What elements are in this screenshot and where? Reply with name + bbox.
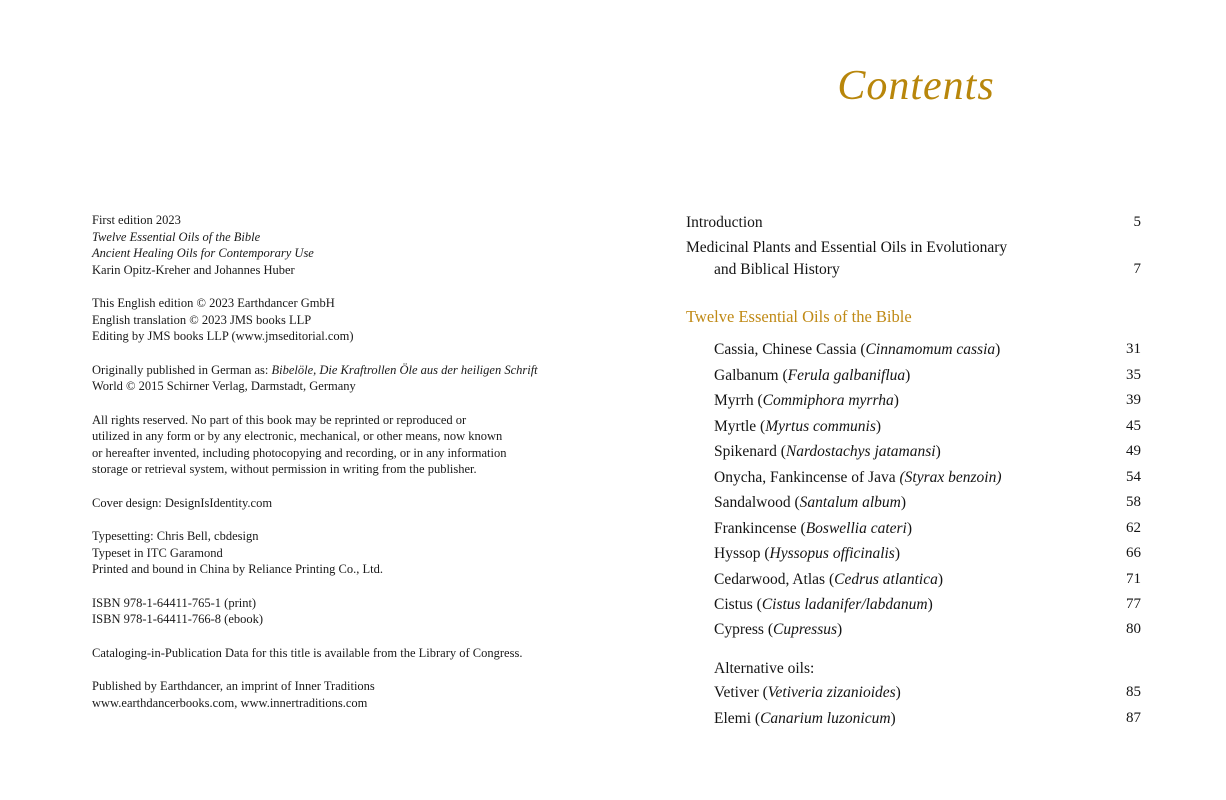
copyright-block (92, 495, 572, 512)
toc-entry-botanical-name: Commiphora myrrha (762, 392, 894, 410)
toc-entry[interactable] (686, 682, 1141, 704)
toc-entry[interactable] (686, 467, 1141, 489)
toc-entry-label: Cistus ( (714, 596, 762, 614)
toc-entry-label: Myrtle ( (714, 417, 766, 435)
toc-entry-label: Introduction (686, 214, 763, 231)
toc-entry[interactable] (686, 339, 1141, 361)
copyright-line (92, 561, 572, 578)
toc-entry-botanical-name: Santalum album (799, 494, 901, 512)
copyright-block (92, 645, 572, 662)
toc-page-number: 7 (1133, 260, 1141, 277)
copyright-line (92, 362, 572, 379)
text-run: www.earthdancerbooks.com, www.innertraditions.com (92, 695, 368, 710)
toc-section-heading (686, 305, 1141, 329)
toc-page-number: 49 (1126, 443, 1141, 460)
toc-entry-label-tail: ) (906, 519, 913, 537)
toc-entry-label-tail: ) (905, 366, 911, 384)
copyright-block (92, 528, 572, 578)
toc-group-label (686, 658, 1141, 680)
toc-entry[interactable] (686, 390, 1141, 412)
toc-entry[interactable] (686, 212, 1141, 234)
copyright-line (92, 495, 572, 512)
text-run: Originally published in German as: (92, 362, 272, 377)
toc-page-number: 58 (1126, 494, 1141, 511)
text-run: Typeset in ITC Garamond (92, 545, 223, 560)
text-run: Ancient Healing Oils for Contemporary Use (92, 246, 314, 260)
copyright-block (92, 362, 572, 395)
toc-page-number: 87 (1126, 709, 1141, 726)
toc-entry[interactable] (686, 543, 1141, 565)
toc-entry[interactable] (686, 416, 1141, 438)
text-run: Typesetting: Chris Bell, cbdesign (92, 529, 259, 543)
toc-entry-label: Spikenard ( (714, 443, 786, 461)
text-run: utilized in any form or by any electronic, mechanical, or other means, now known (92, 429, 503, 443)
toc-entry[interactable] (686, 237, 1141, 259)
toc-page-number: 54 (1126, 468, 1141, 485)
toc-entry-botanical-name: Nardostachys jatamansi (785, 443, 936, 461)
toc-page-number: 80 (1126, 621, 1141, 638)
text-run: Karin Opitz-Kreher and Johannes Huber (92, 262, 295, 277)
copyright-line (92, 412, 572, 429)
copyright-line (92, 428, 572, 445)
toc-page-number: 62 (1126, 519, 1141, 536)
toc-rows (686, 212, 1141, 730)
text-run-italic: Bibelöle, Die Kraftrollen Öle aus der heiligen Schrift (271, 362, 538, 377)
text-run: First edition 2023 (92, 213, 181, 227)
toc-entry-label: Onycha, Fankincense of Java (714, 468, 900, 486)
toc-entry[interactable] (686, 708, 1141, 730)
toc-entry-label: Medicinal Plants and Essential Oils in Evolutionary (686, 239, 1008, 257)
toc-entry-botanical-name: Boswellia cateri (805, 519, 907, 537)
text-run: World © 2015 Schirner Verlag, Darmstadt, Germany (92, 379, 356, 393)
toc-entry-label-tail: ) (937, 570, 944, 588)
text-run: This English edition © 2023 Earthdancer GmbH (92, 296, 335, 310)
copyright-block (92, 595, 572, 628)
toc-page-number: 35 (1126, 366, 1141, 383)
copyright-page (92, 212, 572, 728)
copyright-line (92, 378, 572, 395)
toc-entry-botanical-name: Ferula galbaniflua (787, 366, 906, 384)
text-run: Cataloging-in-Publication Data for this title is available from the Library of Congress. (92, 645, 523, 660)
toc-entry-botanical-name: Cupressus (772, 621, 838, 639)
toc-entry-label: Elemi ( (714, 709, 761, 727)
toc-entry[interactable] (686, 594, 1141, 616)
toc-entry-label-tail: ) (895, 684, 901, 702)
toc-entry-label-tail: ) (837, 621, 843, 639)
toc-entry-botanical-name: Hyssopus officinalis (769, 545, 895, 563)
copyright-line (92, 262, 572, 279)
copyright-line (92, 445, 572, 462)
toc-page-number: 71 (1126, 570, 1141, 587)
toc-entry-label-tail: ) (935, 443, 941, 461)
toc-entry-label-tail: ) (900, 494, 907, 512)
toc-page-number: 85 (1126, 684, 1141, 701)
toc-entry-label-tail: ) (890, 709, 896, 727)
toc-entry-botanical-name: Vetiveria zizanioides (767, 684, 896, 702)
toc-entry-label: Galbanum ( (714, 366, 788, 384)
copyright-block (92, 295, 572, 345)
toc-page-number: 77 (1126, 596, 1141, 613)
toc-page-number: 39 (1126, 392, 1141, 409)
copyright-line (92, 678, 572, 695)
copyright-line (92, 212, 572, 229)
copyright-line (92, 645, 572, 662)
text-run: English translation © 2023 JMS books LLP (92, 312, 312, 327)
toc-entry-continuation[interactable] (686, 259, 1141, 281)
copyright-block (92, 678, 572, 711)
copyright-line (92, 229, 572, 246)
toc-entry-label-tail: ) (893, 392, 899, 410)
toc-page-number: 31 (1126, 341, 1141, 358)
text-run: All rights reserved. No part of this book may be reprinted or reproduced or (92, 412, 467, 427)
toc-entry-label: Frankincense ( (714, 519, 806, 537)
copyright-line (92, 528, 572, 545)
toc-page-number: 66 (1126, 545, 1141, 562)
toc-page-number: 5 (1133, 214, 1141, 230)
text-run: Editing by JMS books LLP (www.jmseditorial.com) (92, 329, 354, 343)
toc-entry-label-tail: ) (875, 417, 882, 435)
toc-entry-label-tail: ) (894, 545, 901, 563)
toc-entry-label-tail: ) (927, 596, 933, 614)
toc-entry-label: Sandalwood ( (714, 494, 800, 512)
copyright-block (92, 212, 572, 278)
table-of-contents (686, 212, 1141, 733)
text-run: Printed and bound in China by Reliance Printing Co., Ltd. (92, 562, 383, 576)
toc-entry-botanical-name: Cedrus atlantica (834, 570, 938, 588)
toc-entry-label: Myrrh ( (714, 392, 763, 410)
copyright-line (92, 245, 572, 262)
page-title: Contents (837, 63, 995, 109)
text-run: storage or retrieval system, without permission in writing from the publisher. (92, 462, 477, 476)
toc-page-number: 45 (1126, 417, 1141, 434)
toc-entry-botanical-name: Myrtus communis (765, 417, 876, 435)
toc-entry[interactable] (686, 569, 1141, 591)
copyright-line (92, 611, 572, 628)
text-run: Published by Earthdancer, an imprint of Inner Traditions (92, 679, 375, 693)
toc-entry[interactable] (686, 492, 1141, 514)
copyright-line (92, 295, 572, 312)
toc-entry-label: Vetiver ( (714, 684, 768, 702)
toc-entry-label: Cassia, Chinese Cassia ( (714, 341, 866, 359)
copyright-line (92, 312, 572, 329)
text-run: ISBN 978-1-64411-766-8 (ebook) (92, 612, 264, 626)
toc-entry[interactable] (686, 441, 1141, 463)
toc-entry-label: Hyssop ( (714, 545, 770, 563)
toc-entry[interactable] (686, 518, 1141, 540)
toc-entry-label: Alternative oils: (714, 659, 815, 677)
toc-entry-botanical-name: Cinnamomum cassia (865, 341, 996, 359)
text-run: ISBN 978-1-64411-765-1 (print) (92, 595, 257, 610)
copyright-line (92, 545, 572, 562)
toc-entry-label: and Biblical History (714, 260, 840, 278)
toc-entry[interactable] (686, 365, 1141, 387)
copyright-line (92, 328, 572, 345)
toc-entry-label-tail: ) (995, 341, 1001, 359)
toc-entry-botanical-name: Canarium luzonicum (760, 709, 891, 727)
copyright-blocks (92, 212, 572, 711)
toc-entry-label: Cedarwood, Atlas ( (714, 570, 835, 588)
toc-entry[interactable] (686, 619, 1141, 641)
toc-entry-label: Cypress ( (714, 621, 773, 639)
text-run: Twelve Essential Oils of the Bible (92, 229, 261, 244)
toc-entry-label: Twelve Essential Oils of the Bible (686, 307, 912, 327)
text-run: Cover design: DesignIsIdentity.com (92, 495, 273, 510)
text-run: or hereafter invented, including photocopying and recording, or in any information (92, 445, 507, 460)
toc-entry-botanical-name: Cistus ladanifer/labdanum (761, 596, 928, 614)
copyright-line (92, 695, 572, 712)
copyright-line (92, 461, 572, 478)
copyright-block (92, 412, 572, 478)
toc-entry-botanical-name: (Styrax benzoin) (899, 468, 1002, 486)
copyright-line (92, 595, 572, 612)
